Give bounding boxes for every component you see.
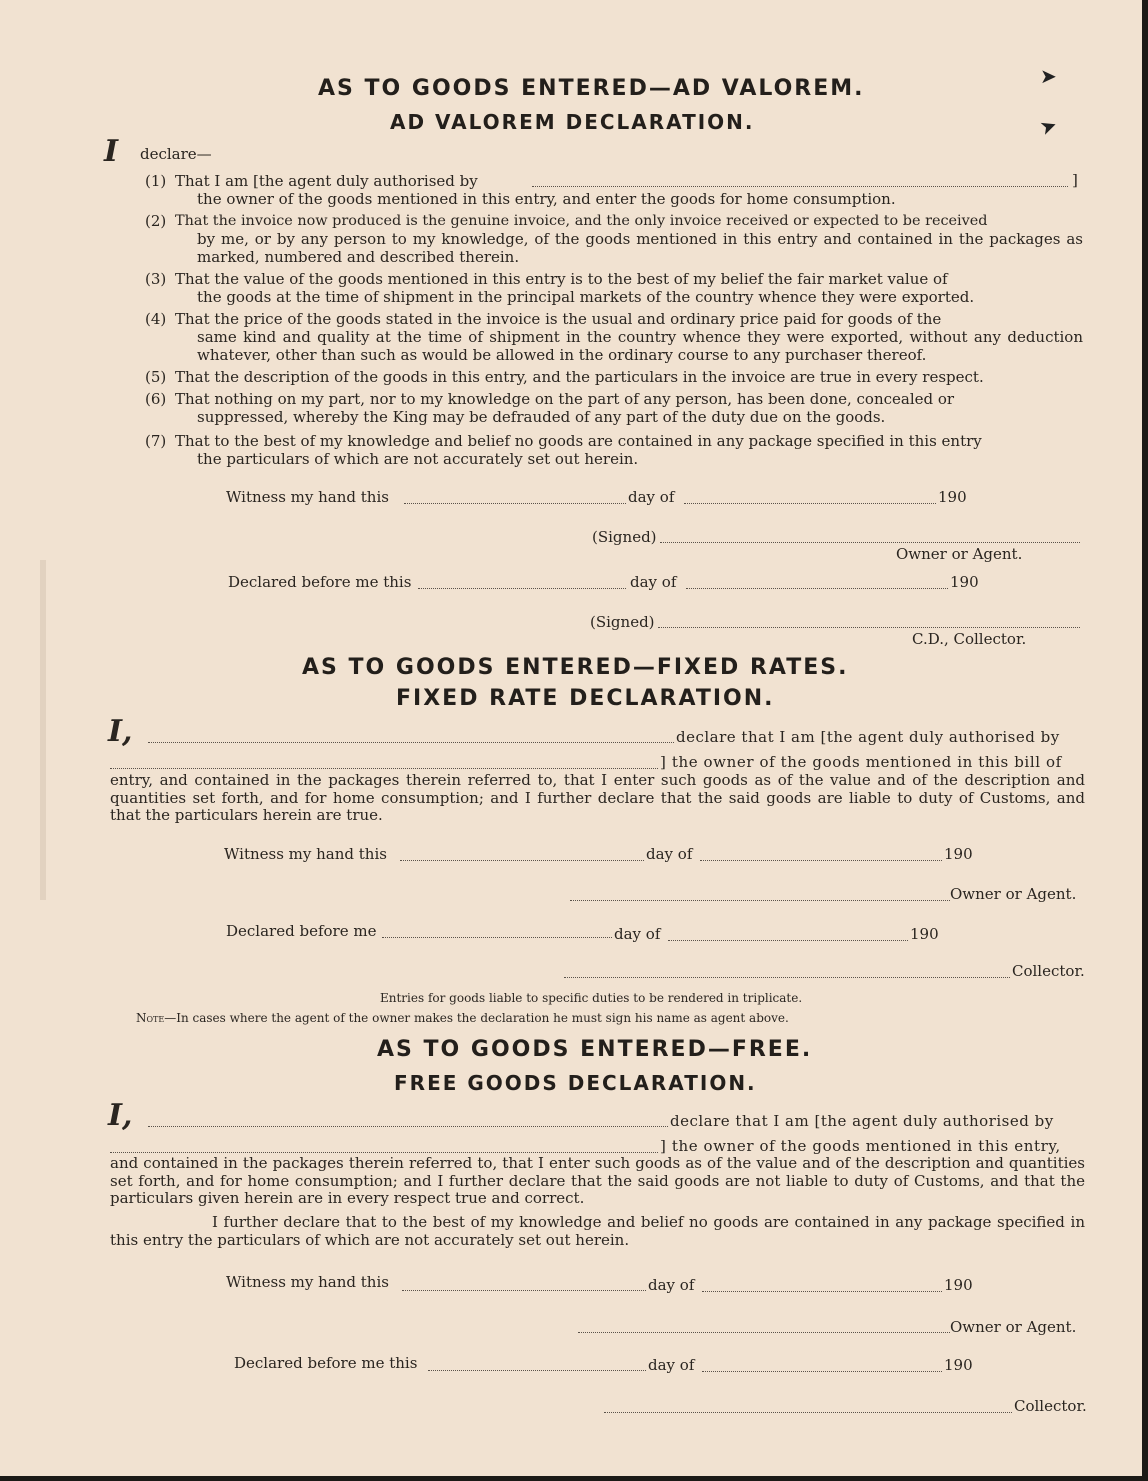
arrow-mark-icon: ➤ [1036,111,1061,141]
item-continuation: the owner of the goods mentioned in this entry, and enter the goods for home consumption. [197,190,896,208]
declared-month-blank[interactable] [668,940,908,941]
declared-month-blank[interactable] [702,1371,942,1372]
section3-subtitle: FREE GOODS DECLARATION. [394,1071,757,1095]
witness-month-blank[interactable] [684,503,936,504]
year-label: 190 [944,845,973,863]
list-item [145,432,1085,470]
item-text: That the price of the goods stated in the invoice is the usual and ordinary price paid for goods of the [175,310,942,328]
triplicate-note: Entries for goods liable to specific duties to be rendered in triplicate. [380,991,803,1005]
agent-note [136,1011,789,1025]
declared-month-blank[interactable] [686,588,948,589]
section3-initial: I, [108,1098,133,1133]
witness-label: Witness my hand this [224,845,387,863]
item-continuation: the goods at the time of shipment in the principal markets of the country whence they were exported. [197,288,975,306]
item-text: That to the best of my knowledge and belief no goods are contained in any package specified in this entry [175,432,982,450]
owner-signature-blank[interactable] [578,1332,950,1333]
item-number: (3) [145,270,167,288]
item-text: That the invoice now produced is the genuine invoice, and the only invoice received or expected to be received [175,213,988,229]
item-continuation: same kind and quality at the time of shipment in the country whence they were exported, without any deduction whatever, other than such as would be allowed in the ordinary course to any purchaser thereof. [197,328,1083,364]
owner-agent-label: Owner or Agent. [896,545,1023,563]
declared-day-blank[interactable] [418,588,626,589]
list-item [145,368,1085,388]
declared-day-blank[interactable] [428,1370,646,1371]
owner-signature-blank[interactable] [660,542,1080,543]
collector-signature-blank[interactable] [604,1412,1012,1413]
day-of-label: day of [648,1276,695,1294]
collector-label: C.D., Collector. [912,630,1027,648]
item-text: That I am [the agent duly authorised by [175,172,478,190]
section1-declare: declare— [140,145,212,163]
list-item [145,310,1085,366]
section2-subtitle: FIXED RATE DECLARATION. [396,686,775,711]
witness-day-blank[interactable] [402,1290,646,1291]
note-text: —In cases where the agent of the owner makes the declaration he must sign his name as agent above. [164,1011,789,1025]
owner-line: ] the owner of the goods mentioned in this bill of [660,753,1062,771]
witness-month-blank[interactable] [700,860,942,861]
item-number: (7) [145,432,167,450]
day-of-label: day of [628,488,675,506]
item-text: That the value of the goods mentioned in this entry is to the best of my belief the fair market value of [175,270,948,288]
signed-label: (Signed) [590,613,655,631]
list-item [145,172,1085,212]
section3-title: AS TO GOODS ENTERED—FREE. [377,1037,813,1062]
year-label: 190 [950,573,979,591]
faint-watermark [40,560,106,900]
section3-body2: I further declare that to the best of my knowledge and belief no goods are contained in any package specified in this entry the particulars of which are not accurately set out herein. [110,1213,1085,1249]
day-of-label: day of [614,925,661,943]
declare-line: declare that I am [the agent duly authorised by [670,1112,1054,1130]
item-number: (4) [145,310,167,328]
item-number: (5) [145,368,167,386]
witness-day-blank[interactable] [400,860,644,861]
section3-body: and contained in the packages therein referred to, that I enter such goods as of the value and of the description and quantities set forth, and for home consumption; and I further declare that the said goods are not liable to duty of Customs, and that the particulars given herein are in every respect true and correct. [110,1154,1085,1207]
agent-name-blank[interactable] [532,186,1068,187]
day-of-label: day of [646,845,693,863]
signed-label: (Signed) [592,528,657,546]
year-label: 190 [938,488,967,506]
day-of-label: day of [630,573,677,591]
note-label: Note [136,1011,165,1025]
owner-agent-label: Owner or Agent. [950,1318,1077,1336]
section2-title: AS TO GOODS ENTERED—FIXED RATES. [302,655,849,680]
item-number: (6) [145,390,167,408]
item-number: (2) [145,212,167,230]
section2-body: entry, and contained in the packages therein referred to, that I enter such goods as of the value and of the description and quantities set forth, and for home consumption; and I further declare that the said goods are liable to duty of Customs, and that the particulars herein are true. [110,771,1085,824]
year-label: 190 [944,1356,973,1374]
item-continuation: suppressed, whereby the King may be defrauded of any part of the duty due on the goods. [197,408,886,426]
section1-subtitle: AD VALOREM DECLARATION. [390,110,755,134]
section2-initial: I, [108,714,133,749]
list-item [145,390,1085,428]
collector-label: Collector. [1012,962,1085,980]
section1-title: AS TO GOODS ENTERED—AD VALOREM. [318,76,865,101]
owner-signature-blank[interactable] [570,900,950,901]
arrow-mark-icon: ➤ [1040,64,1057,88]
closing-bracket: ] [1072,171,1078,189]
declared-before-label: Declared before me this [234,1354,418,1372]
witness-label: Witness my hand this [226,1273,389,1291]
list-item [145,270,1085,308]
item-continuation: by me, or by any person to my knowledge, of the goods mentioned in this entry and contained in the packages as marked, numbered and described therein. [197,230,1083,266]
owner-line: ] the owner of the goods mentioned in this entry, [660,1137,1061,1155]
year-label: 190 [944,1276,973,1294]
declare-line: declare that I am [the agent duly authorised by [676,728,1060,746]
section1-initial: I [104,134,119,169]
collector-signature-blank[interactable] [564,977,1010,978]
witness-month-blank[interactable] [702,1291,942,1292]
item-text: That the description of the goods in this entry, and the particulars in the invoice are true in every respect. [175,368,984,386]
declared-day-blank[interactable] [382,937,612,938]
collector-signature-blank[interactable] [658,627,1080,628]
day-of-label: day of [648,1356,695,1374]
declared-before-label: Declared before me [226,922,377,940]
owner-name-blank[interactable] [110,768,658,769]
owner-agent-label: Owner or Agent. [950,885,1077,903]
declarant-name-blank[interactable] [148,742,674,743]
witness-label: Witness my hand this [226,488,389,506]
witness-day-blank[interactable] [404,503,626,504]
declarant-name-blank[interactable] [148,1126,668,1127]
collector-label: Collector. [1014,1397,1087,1415]
declared-before-label: Declared before me this [228,573,412,591]
year-label: 190 [910,925,939,943]
item-number: (1) [145,172,167,190]
item-text: That nothing on my part, nor to my knowledge on the part of any person, has been done, concealed or [175,390,955,408]
list-item [145,212,1085,268]
item-continuation: the particulars of which are not accurately set out herein. [197,450,639,468]
owner-name-blank[interactable] [110,1152,658,1153]
